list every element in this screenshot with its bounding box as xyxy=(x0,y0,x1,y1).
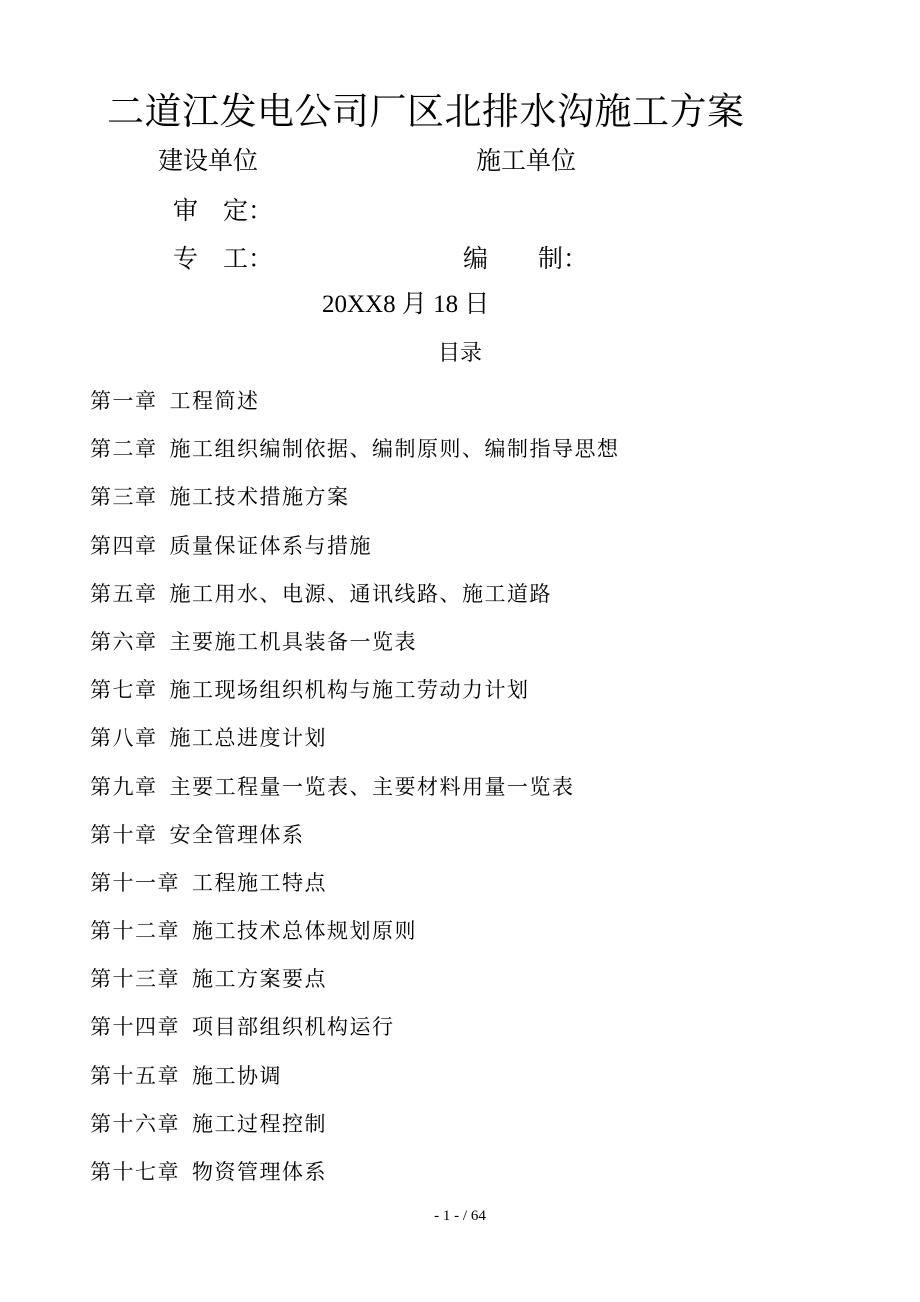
owner-label: 建设单位 xyxy=(158,146,259,175)
engineer-label: 专 工： xyxy=(173,244,274,273)
compiler-label: 编 制： xyxy=(463,244,589,273)
toc-item xyxy=(90,627,620,675)
toc-chapter-number: 第一章 xyxy=(90,389,158,413)
contractor-label: 施工单位 xyxy=(476,146,577,175)
toc-chapter-title: 施工技术总体规划原则 xyxy=(192,919,417,944)
toc-item xyxy=(90,820,620,868)
toc-chapter-title: 施工方案要点 xyxy=(192,967,327,992)
toc-chapter-number: 第十五章 xyxy=(90,1063,180,1088)
toc-item xyxy=(90,868,620,916)
toc-chapter-title: 施工用水、电源、通讯线路、施工道路 xyxy=(169,581,552,606)
toc-chapter-title: 施工总进度计划 xyxy=(169,726,327,751)
toc-chapter-title: 物资管理体系 xyxy=(192,1160,327,1184)
toc-item xyxy=(90,772,620,820)
toc-chapter-title: 施工协调 xyxy=(192,1063,282,1088)
toc-heading: 目录 xyxy=(438,341,483,366)
toc-chapter-number: 第十四章 xyxy=(90,1015,180,1040)
toc-chapter-number: 第十二章 xyxy=(90,919,180,944)
toc-chapter-title: 工程施工特点 xyxy=(192,870,327,895)
toc-chapter-number: 第十三章 xyxy=(90,967,180,992)
toc-chapter-title: 工程简述 xyxy=(169,389,260,413)
toc-chapter-title: 安全管理体系 xyxy=(169,822,305,847)
toc-item xyxy=(90,579,620,627)
toc-chapter-title: 施工技术措施方案 xyxy=(169,485,350,510)
toc-item xyxy=(90,964,620,1012)
toc-chapter-number: 第十六章 xyxy=(90,1111,180,1136)
toc-chapter-title: 施工现场组织机构与施工劳动力计划 xyxy=(169,678,530,703)
toc-item xyxy=(90,675,620,723)
toc-chapter-title: 主要工程量一览表、主要材料用量一览表 xyxy=(169,774,575,799)
toc-item xyxy=(90,482,620,530)
toc-item xyxy=(90,1109,620,1157)
toc-chapter-title: 项目部组织机构运行 xyxy=(192,1015,395,1040)
page-number: - 1 - / 64 xyxy=(434,1208,486,1224)
toc-chapter-title: 施工过程控制 xyxy=(192,1111,327,1136)
toc-chapter-number: 第八章 xyxy=(90,726,158,751)
document-title: 二道江发电公司厂区北排水沟施工方案 xyxy=(107,90,745,133)
toc-chapter-number: 第十章 xyxy=(90,822,158,847)
approval-label: 审 定： xyxy=(173,196,274,225)
toc-chapter-number: 第六章 xyxy=(90,629,158,654)
toc-chapter-number: 第三章 xyxy=(90,485,158,510)
toc-item xyxy=(90,434,620,482)
table-of-contents xyxy=(90,386,620,1205)
toc-chapter-number: 第七章 xyxy=(90,678,158,703)
toc-chapter-title: 主要施工机具装备一览表 xyxy=(169,629,417,654)
toc-chapter-number: 第十七章 xyxy=(90,1160,180,1184)
toc-chapter-title: 施工组织编制依据、编制原则、编制指导思想 xyxy=(169,437,620,462)
toc-chapter-number: 第四章 xyxy=(90,533,158,558)
toc-chapter-number: 第九章 xyxy=(90,774,158,799)
toc-item xyxy=(90,1157,620,1205)
toc-chapter-title: 质量保证体系与措施 xyxy=(169,533,372,558)
toc-item xyxy=(90,1012,620,1060)
toc-chapter-number: 第十一章 xyxy=(90,870,180,895)
toc-item xyxy=(90,386,620,434)
toc-item xyxy=(90,916,620,964)
toc-item xyxy=(90,1061,620,1109)
toc-chapter-number: 第二章 xyxy=(90,437,158,462)
toc-chapter-number: 第五章 xyxy=(90,581,158,606)
toc-item xyxy=(90,531,620,579)
toc-item xyxy=(90,723,620,771)
document-date: 20XX8 月 18 日 xyxy=(322,291,490,318)
